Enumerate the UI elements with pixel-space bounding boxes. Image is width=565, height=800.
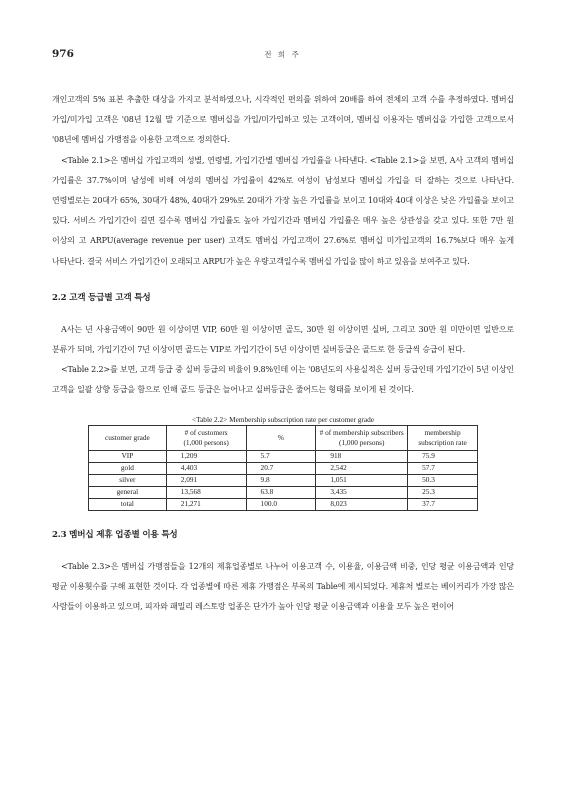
cell-rate: 75.9 — [408, 450, 478, 462]
cell-rate: 37.7 — [408, 498, 478, 510]
header-subscribers: # of membership subscribers (1,000 persons) — [316, 425, 408, 450]
page-number: 976 — [52, 48, 74, 60]
cell-percent: 20.7 — [246, 462, 316, 474]
cell-percent: 100.0 — [246, 498, 316, 510]
paragraph-table-2-3: <Table 2.3>은 멤버십 가맹점들을 12개의 제휴업종별로 나누어 이용고객 수, 이용율, 이용금액 비중, 인당 평균 이용금액과 인당 평균 이용횟수를 구해 표현한 것이다. 각 업종별에 따른 제휴 가맹점은 부록의 Table에 제시되었다. 제휴처 별로는 베이커리가 가장 많은 사람들이 이용하고 있으며, 피자와 패밀리 레스토랑 업종은 단가가 높아 인당 평균 이용금액과 이용율 모두 높은 편이어 — [52, 561, 514, 612]
paragraph-table-2-1: <Table 2.1>은 멤버십 가입고객의 성별, 연령별, 가입기간별 멤버십 가입률을 나타낸다. <Table 2.1>을 보면, A사 고객의 멤버십 가입률은 37.7%이며 남성에 비해 여성의 멤버십 가입률이 42%로 여성이 남성보다 멤버십 가입을 더 잘하는 것으로 나타난다. 연령별로는 20대가 65%, 30대가 48%, 40대가 29%로 20대가 가장 높은 가입률을 보이고 10대와 40대 이상은 낮은 가입률을 보이고 있다. 서비스 가입기간이 길면 길수록 멤버십 가입률도 높아 가입기간과 멤버십 가입률은 매우 높은 상관성을 갖고 있다. 또한 7만 원 이상의 고 ARPU(average revenue per user) 고객도 멤버십 가입고객이 27.6%로 멤버십 미가입고객의 16.7%보다 매우 높게 나타난다. 결국 서비스 가입기간이 오래되고 ARPU가 높은 우량고객일수록 멤버십 가입을 많이 하고 있음을 보여주고 있다. — [52, 155, 514, 266]
section-heading-2-2: 2.2 고객 등급별 고객 특성 — [52, 292, 151, 303]
page-body — [52, 90, 514, 617]
cell-rate: 57.7 — [408, 462, 478, 474]
cell-subscribers: 2,542 — [316, 462, 408, 474]
section-heading-2-3: 2.3 멤버십 제휴 업종별 이용 특성 — [52, 529, 178, 540]
cell-subscribers: 3,435 — [316, 486, 408, 498]
cell-percent: 63.8 — [246, 486, 316, 498]
cell-customers: 1,209 — [166, 450, 246, 462]
cell-grade: gold — [89, 462, 167, 474]
table-row — [89, 462, 478, 474]
table-caption: <Table 2.2> Membership subscription rate per customer grade — [192, 414, 374, 424]
header-percent: % — [246, 425, 316, 450]
table-row — [89, 474, 478, 486]
membership-table — [88, 425, 478, 511]
cell-grade: VIP — [89, 450, 167, 462]
cell-customers: 21,271 — [166, 498, 246, 510]
cell-subscribers: 918 — [316, 450, 408, 462]
cell-percent: 9.8 — [246, 474, 316, 486]
table-row — [89, 486, 478, 498]
header-customers: # of customers (1,000 persons) — [166, 425, 246, 450]
paragraph-intro: 개인고객의 5% 표본 추출한 대상을 가지고 분석하였으나, 시각적인 편의를 위하여 20배를 하여 전체의 고객 수를 추정하였다. 멤버십 가입/미가입 고객은 '08년 12월 말 기준으로 멤버십을 가입/미가입하고 있는 고객이며, 멤버십 이용자는 멤버십을 가입한 고객으로서 '08년에 멤버십 가맹점을 이용한 고객으로 정의한다. — [52, 95, 514, 145]
cell-rate: 50.3 — [408, 474, 478, 486]
cell-grade: silver — [89, 474, 167, 486]
header-customer-grade: customer grade — [89, 425, 167, 450]
running-head: 전 희 주 — [264, 50, 301, 59]
header-subscription-rate: membership subscription rate — [408, 425, 478, 450]
cell-customers: 13,568 — [166, 486, 246, 498]
table-total-row — [89, 498, 478, 510]
cell-subscribers: 8,023 — [316, 498, 408, 510]
table-row — [89, 450, 478, 462]
cell-subscribers: 1,051 — [316, 474, 408, 486]
cell-customers: 2,091 — [166, 474, 246, 486]
paragraph-table-2-2: <Table 2.2>를 보면, 고객 등급 중 실버 등급의 비율이 9.8%인데 이는 '08년도의 사용실적은 실버 등급인데 가입기간이 5년 이상인 고객을 일괄 상향 등급을 함으로 인해 골드 등급은 늘어나고 실버등급은 줄어드는 형태를 보이게 된 것이다. — [52, 365, 514, 395]
cell-customers: 4,403 — [166, 462, 246, 474]
table-header-row — [89, 425, 478, 450]
cell-percent: 5.7 — [246, 450, 316, 462]
cell-grade: general — [89, 486, 167, 498]
cell-grade: total — [89, 498, 167, 510]
paragraph-grade-rules: A사는 년 사용금액이 90만 원 이상이면 VIP, 60만 원 이상이면 골드, 30만 원 이상이면 실버, 그리고 30만 원 미만이면 일반으로 분류가 되며, 가입기간이 7년 이상이면 골드는 VIP로 가입기간이 5년 이상이면 실버등급은 골드로 한 등급씩 승급이 된다. — [52, 324, 514, 355]
cell-rate: 25.3 — [408, 486, 478, 498]
